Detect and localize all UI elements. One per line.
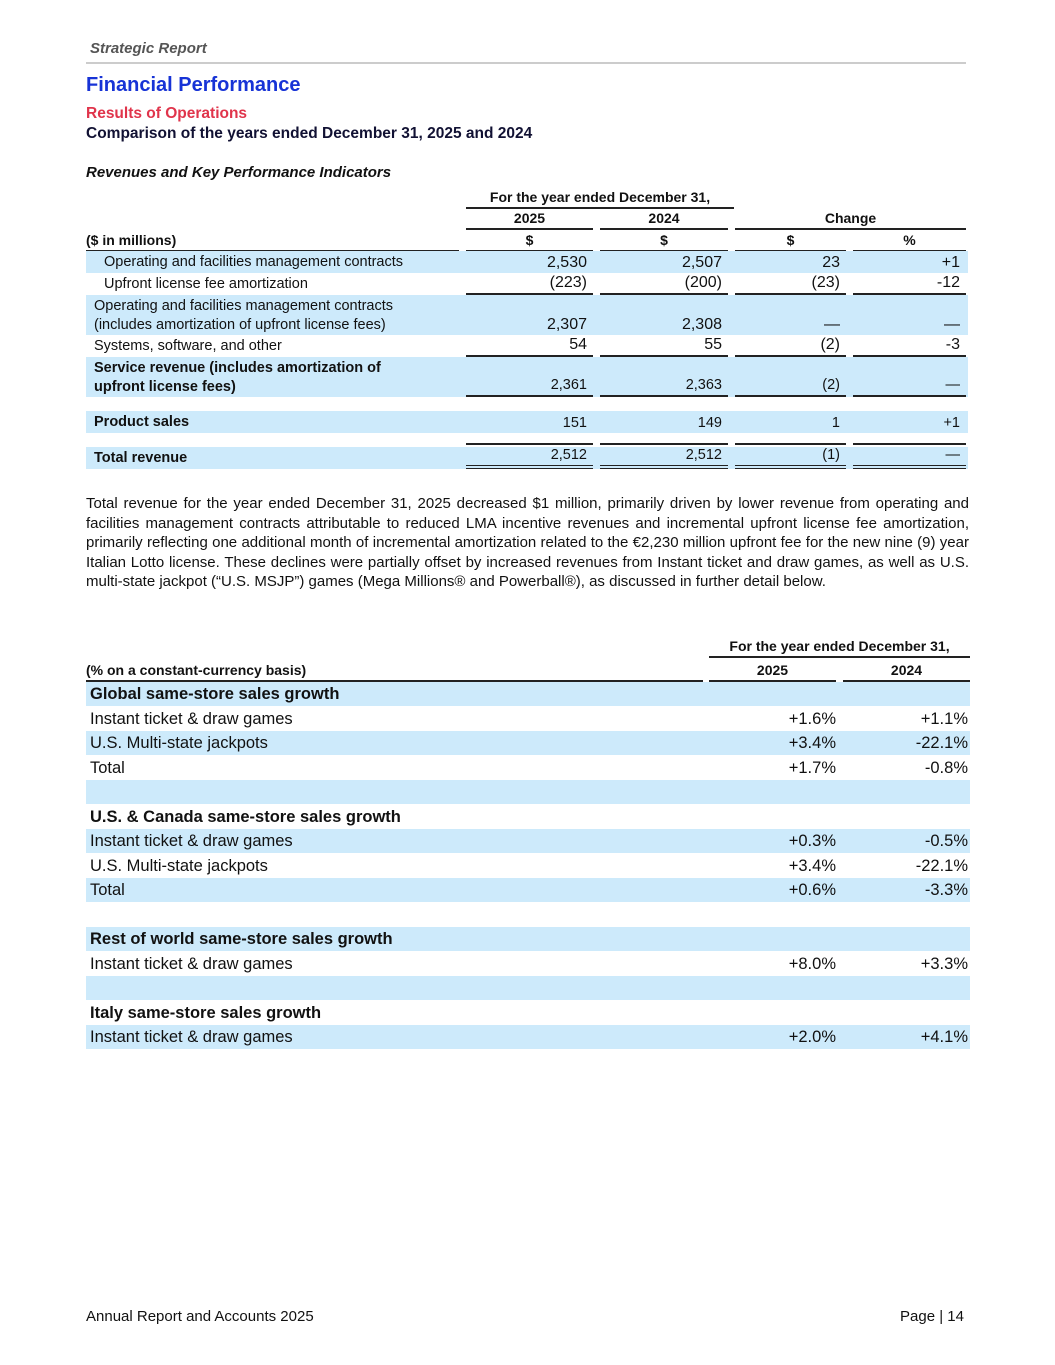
value-cell: +1.7% <box>788 758 836 777</box>
value-cell: 2,307 <box>546 316 587 333</box>
value-cell: +0.3% <box>788 832 836 850</box>
value-cell: 2,507 <box>681 254 722 271</box>
value-cell: -0.8% <box>924 758 968 777</box>
unit-header: $ <box>735 232 846 252</box>
table-row <box>86 251 968 273</box>
table-row <box>86 1001 970 1025</box>
value-cell: +3.4% <box>788 734 836 752</box>
row-label-line: upfront license fees) <box>94 379 236 395</box>
table1-title: Revenues and Key Performance Indicators <box>86 164 392 181</box>
year-header: 2025 <box>466 210 593 230</box>
value-cell: 1 <box>831 415 840 431</box>
value-cell: 2,530 <box>546 254 587 271</box>
value-cell: (1) <box>735 443 846 469</box>
value-cell: +1.1% <box>920 709 968 728</box>
unit-header: $ <box>600 232 728 252</box>
value-cell: +3.3% <box>920 954 968 973</box>
value-cell: (23) <box>735 273 846 295</box>
page-title: Financial Performance <box>86 74 301 96</box>
value-cell: -3.3% <box>924 881 968 899</box>
table-row <box>86 411 968 433</box>
table-row <box>86 952 970 976</box>
row-label-line: Total revenue <box>94 450 188 466</box>
value-cell: (2) <box>735 335 846 357</box>
value-cell: +3.4% <box>788 856 836 875</box>
row-label-line: Product sales <box>94 414 190 430</box>
basis-label: (% on a constant-currency basis) <box>86 662 703 682</box>
row-label: Rest of world same-store sales growth <box>90 930 393 948</box>
table-row <box>86 878 970 902</box>
row-label-line: Operating and facilities management contracts <box>94 298 394 314</box>
value-cell: 151 <box>562 415 587 431</box>
table-row <box>86 927 970 951</box>
table-row <box>86 682 970 706</box>
header-divider <box>86 62 966 64</box>
table-row <box>86 357 968 397</box>
table-row <box>86 756 970 780</box>
table-row <box>86 707 970 731</box>
table-row <box>86 295 968 335</box>
value-cell: -22.1% <box>915 734 968 752</box>
row-label-line: Upfront license fee amortization <box>104 276 308 292</box>
value-cell: +0.6% <box>788 881 836 899</box>
value-cell: — <box>853 443 966 469</box>
row-label: Instant ticket & draw games <box>90 1028 293 1046</box>
value-cell: +1 <box>941 254 960 271</box>
row-label: U.S. & Canada same-store sales growth <box>90 807 401 826</box>
value-cell: 2,512 <box>600 443 728 469</box>
table-row <box>86 273 968 295</box>
comparison-heading: Comparison of the years ended December 31, 2025 and 2024 <box>86 125 533 142</box>
table-row <box>86 829 970 853</box>
value-cell: +1.6% <box>788 709 836 728</box>
value-cell: +4.1% <box>920 1028 968 1046</box>
table-row <box>86 903 970 927</box>
year-header: 2024 <box>600 210 728 230</box>
row-label: Italy same-store sales growth <box>90 1003 322 1022</box>
change-header: Change <box>735 210 966 230</box>
row-label <box>94 297 393 335</box>
value-cell: 23 <box>822 254 840 271</box>
unit-header: % <box>853 232 966 252</box>
units-label: ($ in millions) <box>86 232 459 252</box>
row-label: Instant ticket & draw games <box>90 954 293 973</box>
row-label: Global same-store sales growth <box>90 685 340 703</box>
value-cell: -22.1% <box>915 856 968 875</box>
row-label <box>94 413 189 432</box>
row-label-line: (includes amortization of upfront license fees) <box>94 317 386 333</box>
table-row <box>86 854 970 878</box>
value-cell: 55 <box>600 335 728 357</box>
value-cell: +2.0% <box>788 1028 836 1046</box>
table-row <box>86 780 970 804</box>
value-cell: -3 <box>853 335 966 357</box>
row-label <box>94 337 282 356</box>
row-label <box>104 253 403 272</box>
period-header: For the year ended December 31, <box>709 638 970 658</box>
value-cell: — <box>853 375 966 397</box>
value-cell: — <box>944 316 960 333</box>
value-cell: -0.5% <box>924 832 968 850</box>
row-label: Total <box>90 881 125 899</box>
table-row <box>86 976 970 1000</box>
value-cell: (2) <box>735 375 846 397</box>
row-label: Instant ticket & draw games <box>90 832 293 850</box>
value-cell: — <box>824 316 840 333</box>
value-cell: (223) <box>466 273 593 295</box>
value-cell: 149 <box>697 415 722 431</box>
revenue-commentary: Total revenue for the year ended December 31, 2025 decreased $1 million, primarily driven by lower revenue from operating and facilities management contracts attributable to reduced LMA incentive revenues and incremental upfront license fee amortization, primarily reflecting one additional month of incremental amortization related to the €2,230 million upfront fee for the new nine (9) year Italian Lotto license. These declines were partially offset by increased revenues from Instant ticket and draw games, as well as U.S. multi-state jackpot (“U.S. MSJP”) games (Mega Millions® and Powerball®), as discussed in further detail below. <box>86 495 969 591</box>
row-label <box>94 359 381 397</box>
row-label-line: Systems, software, and other <box>94 338 282 354</box>
value-cell: -12 <box>853 273 966 295</box>
value-cell: 2,512 <box>466 443 593 469</box>
table-row <box>86 731 970 755</box>
value-cell: +1 <box>943 415 960 431</box>
row-label: Total <box>90 758 125 777</box>
table-row <box>86 335 968 357</box>
table-row <box>86 447 968 469</box>
row-label-line: Service revenue (includes amortization of <box>94 360 381 376</box>
year-header: 2025 <box>709 662 836 682</box>
row-label-line: Operating and facilities management contracts <box>104 254 404 270</box>
unit-header: $ <box>466 232 593 252</box>
value-cell: 2,361 <box>466 375 593 397</box>
year-header: 2024 <box>843 662 970 682</box>
section-subtitle: Results of Operations <box>86 105 248 122</box>
footer-page-number: Page | 14 <box>900 1308 964 1325</box>
section-label: Strategic Report <box>90 40 207 57</box>
period-header: For the year ended December 31, <box>466 189 734 209</box>
value-cell: 54 <box>466 335 593 357</box>
value-cell: 2,308 <box>681 316 722 333</box>
row-label <box>94 449 187 468</box>
footer-report-name: Annual Report and Accounts 2025 <box>86 1308 314 1325</box>
value-cell: (200) <box>600 273 728 295</box>
row-label <box>104 275 308 294</box>
value-cell: +8.0% <box>788 954 836 973</box>
value-cell: 2,363 <box>600 375 728 397</box>
table-row <box>86 1025 970 1049</box>
table-row <box>86 805 970 829</box>
row-label: U.S. Multi-state jackpots <box>90 856 268 875</box>
row-label: U.S. Multi-state jackpots <box>90 734 268 752</box>
row-label: Instant ticket & draw games <box>90 709 293 728</box>
